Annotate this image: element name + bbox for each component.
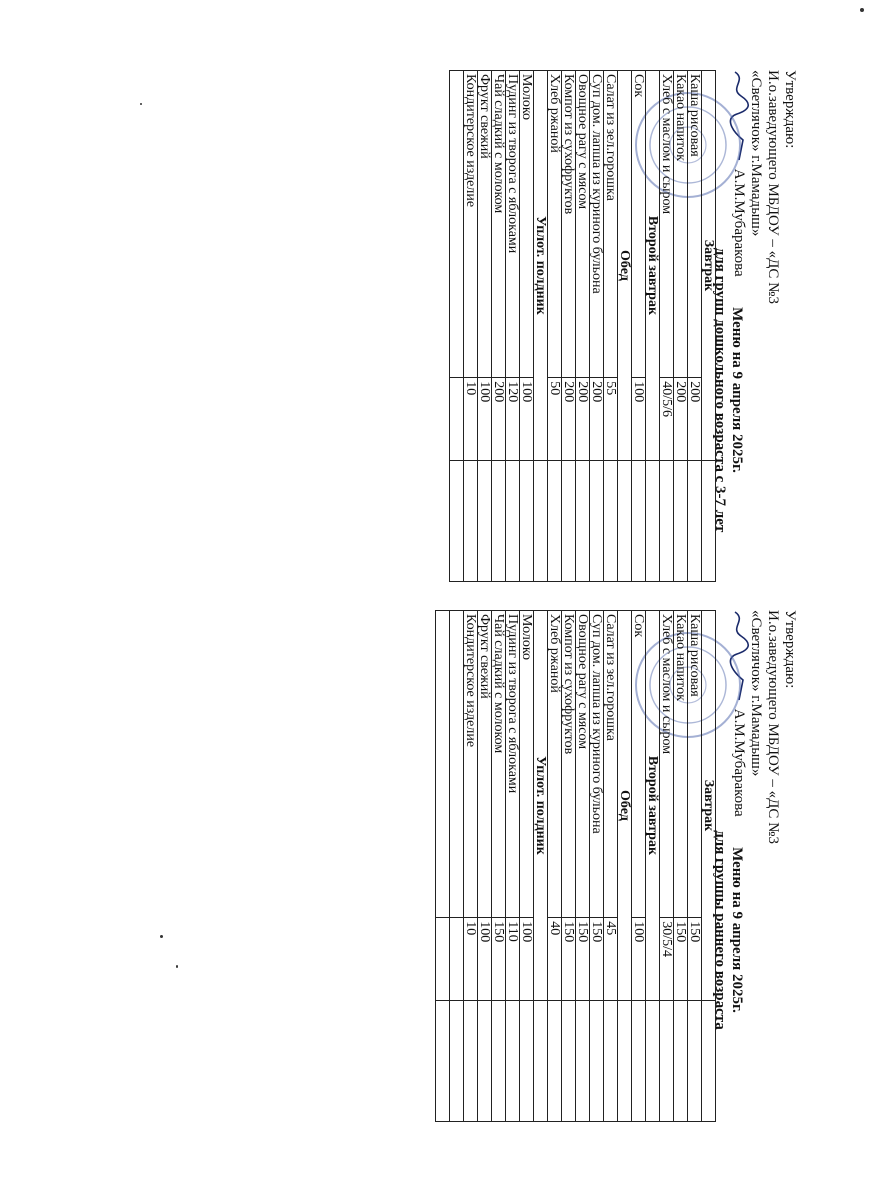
table-row	[660, 71, 674, 582]
dish-amount: 150	[492, 918, 506, 1001]
table-row	[660, 611, 674, 1122]
dish-name: Молоко	[520, 71, 534, 378]
section-header: Второй завтрак	[646, 71, 660, 461]
table-row	[506, 611, 520, 1122]
dish-amount: 100	[520, 918, 534, 1001]
table-row	[632, 611, 646, 1122]
approval-position: И.о.заведующего МБДОУ – «ДС №3	[765, 610, 781, 844]
menu-date: Меню на 9 апреля 2025г.	[729, 847, 745, 1013]
approval-heading: Утверждаю:	[782, 610, 798, 689]
dish-amount: 150	[590, 918, 604, 1001]
table-row	[548, 71, 562, 582]
dish-amount: 45	[604, 918, 618, 1001]
dish-name: Салат из зел.горошка	[604, 611, 618, 918]
table-row	[478, 71, 492, 582]
table-row	[520, 611, 534, 1122]
table-row	[562, 611, 576, 1122]
dish-amount: 55	[604, 378, 618, 461]
dish-name: Кондитерское изделие	[464, 611, 478, 918]
empty-row	[450, 611, 464, 1122]
section-header: Завтрак	[702, 71, 716, 461]
dish-name: Каша рисовая	[688, 611, 702, 918]
dish-name: Компот из сухофруктов	[562, 71, 576, 378]
table-row	[674, 71, 688, 582]
scan-speck	[176, 965, 178, 968]
table-row	[492, 71, 506, 582]
dish-name: Суп дом. лапша из куриного бульона	[590, 611, 604, 918]
dish-name: Овощное рагу с мясом	[576, 71, 590, 378]
dish-name: Чай сладкий с молоком	[492, 611, 506, 918]
dish-amount: 40/5/6	[660, 378, 674, 461]
dish-name: Салат из зел.горошка	[604, 71, 618, 378]
approval-organization: «Светлячок» г.Мамадыш»	[748, 610, 764, 777]
dish-amount: 200	[590, 378, 604, 461]
menu-title	[711, 750, 745, 1110]
menu-table	[435, 610, 716, 1122]
table-row	[688, 611, 702, 1122]
dish-amount: 150	[688, 918, 702, 1001]
table-row	[590, 611, 604, 1122]
dish-amount: 200	[674, 378, 688, 461]
menu-audience: для группы раннего возраста	[712, 830, 728, 1030]
scan-speck	[860, 8, 864, 12]
dish-amount: 10	[464, 378, 478, 461]
dish-name: Хлеб ржаной	[548, 71, 562, 378]
section-header: Обед	[618, 71, 632, 461]
table-row	[590, 71, 604, 582]
menu-date: Меню на 9 апреля 2025г.	[729, 307, 745, 473]
approval-name: А.М.Мубаракова	[731, 708, 747, 817]
dish-name: Кондитерское изделие	[464, 71, 478, 378]
dish-amount: 200	[562, 378, 576, 461]
dish-amount: 120	[506, 378, 520, 461]
table-row	[576, 71, 590, 582]
section-header: Второй завтрак	[646, 611, 660, 1001]
dish-amount: 200	[576, 378, 590, 461]
section-header: Завтрак	[702, 611, 716, 1001]
dish-name: Овощное рагу с мясом	[576, 611, 590, 918]
dish-name: Хлеб ржаной	[548, 611, 562, 918]
dish-name: Сок	[632, 71, 646, 378]
dish-name: Хлеб с маслом и сыром	[660, 71, 674, 378]
dish-amount: 50	[548, 378, 562, 461]
approval-heading: Утверждаю:	[782, 70, 798, 149]
menu-title	[711, 210, 745, 570]
dish-name: Пудинг из творога с яблоками	[506, 611, 520, 918]
dish-amount: 200	[492, 378, 506, 461]
menu-table	[449, 70, 716, 582]
dish-name: Чай сладкий с молоком	[492, 71, 506, 378]
table-row	[464, 71, 478, 582]
table-row	[674, 611, 688, 1122]
dish-amount: 100	[632, 378, 646, 461]
table-row	[688, 71, 702, 582]
dish-amount: 40	[548, 918, 562, 1001]
dish-amount: 10	[464, 918, 478, 1001]
dish-name: Суп дом. лапша из куриного бульона	[590, 71, 604, 378]
approval-position: И.о.заведующего МБДОУ – «ДС №3	[765, 70, 781, 304]
dish-name: Пудинг из творога с яблоками	[506, 71, 520, 378]
table-row	[520, 71, 534, 582]
dish-amount: 110	[506, 918, 520, 1001]
dish-name: Фрукт свежий	[478, 611, 492, 918]
menu-audience: для групп дошкольного возраста с 3-7 лет	[712, 247, 728, 533]
table-row	[562, 71, 576, 582]
dish-amount: 100	[478, 378, 492, 461]
table-row	[548, 611, 562, 1122]
dish-amount: 150	[576, 918, 590, 1001]
scan-speck	[160, 935, 163, 938]
dish-name: Какао напиток	[674, 611, 688, 918]
dish-amount: 100	[478, 918, 492, 1001]
dish-name: Хлеб с маслом и сыром	[660, 611, 674, 918]
dish-amount: 150	[674, 918, 688, 1001]
table-row	[464, 611, 478, 1122]
dish-name: Каша рисовая	[688, 71, 702, 378]
section-header: Уплот. полдник	[534, 71, 548, 461]
scan-speck	[140, 103, 142, 105]
empty-row	[450, 71, 464, 582]
dish-amount: 150	[562, 918, 576, 1001]
table-row	[604, 611, 618, 1122]
table-row	[506, 71, 520, 582]
table-row	[492, 611, 506, 1122]
table-row	[478, 611, 492, 1122]
section-header: Уплот. полдник	[534, 611, 548, 1001]
dish-amount: 100	[520, 378, 534, 461]
table-row	[604, 71, 618, 582]
dish-amount: 200	[688, 378, 702, 461]
dish-name: Фрукт свежий	[478, 71, 492, 378]
dish-name: Какао напиток	[674, 71, 688, 378]
dish-name: Компот из сухофруктов	[562, 611, 576, 918]
approval-name: А.М.Мубаракова	[731, 168, 747, 277]
empty-row	[436, 611, 450, 1122]
approval-organization: «Светлячок» г.Мамадыш»	[748, 70, 764, 237]
dish-amount: 30/5/4	[660, 918, 674, 1001]
table-row	[632, 71, 646, 582]
dish-amount: 100	[632, 918, 646, 1001]
dish-name: Сок	[632, 611, 646, 918]
section-header: Обед	[618, 611, 632, 1001]
table-row	[576, 611, 590, 1122]
dish-name: Молоко	[520, 611, 534, 918]
